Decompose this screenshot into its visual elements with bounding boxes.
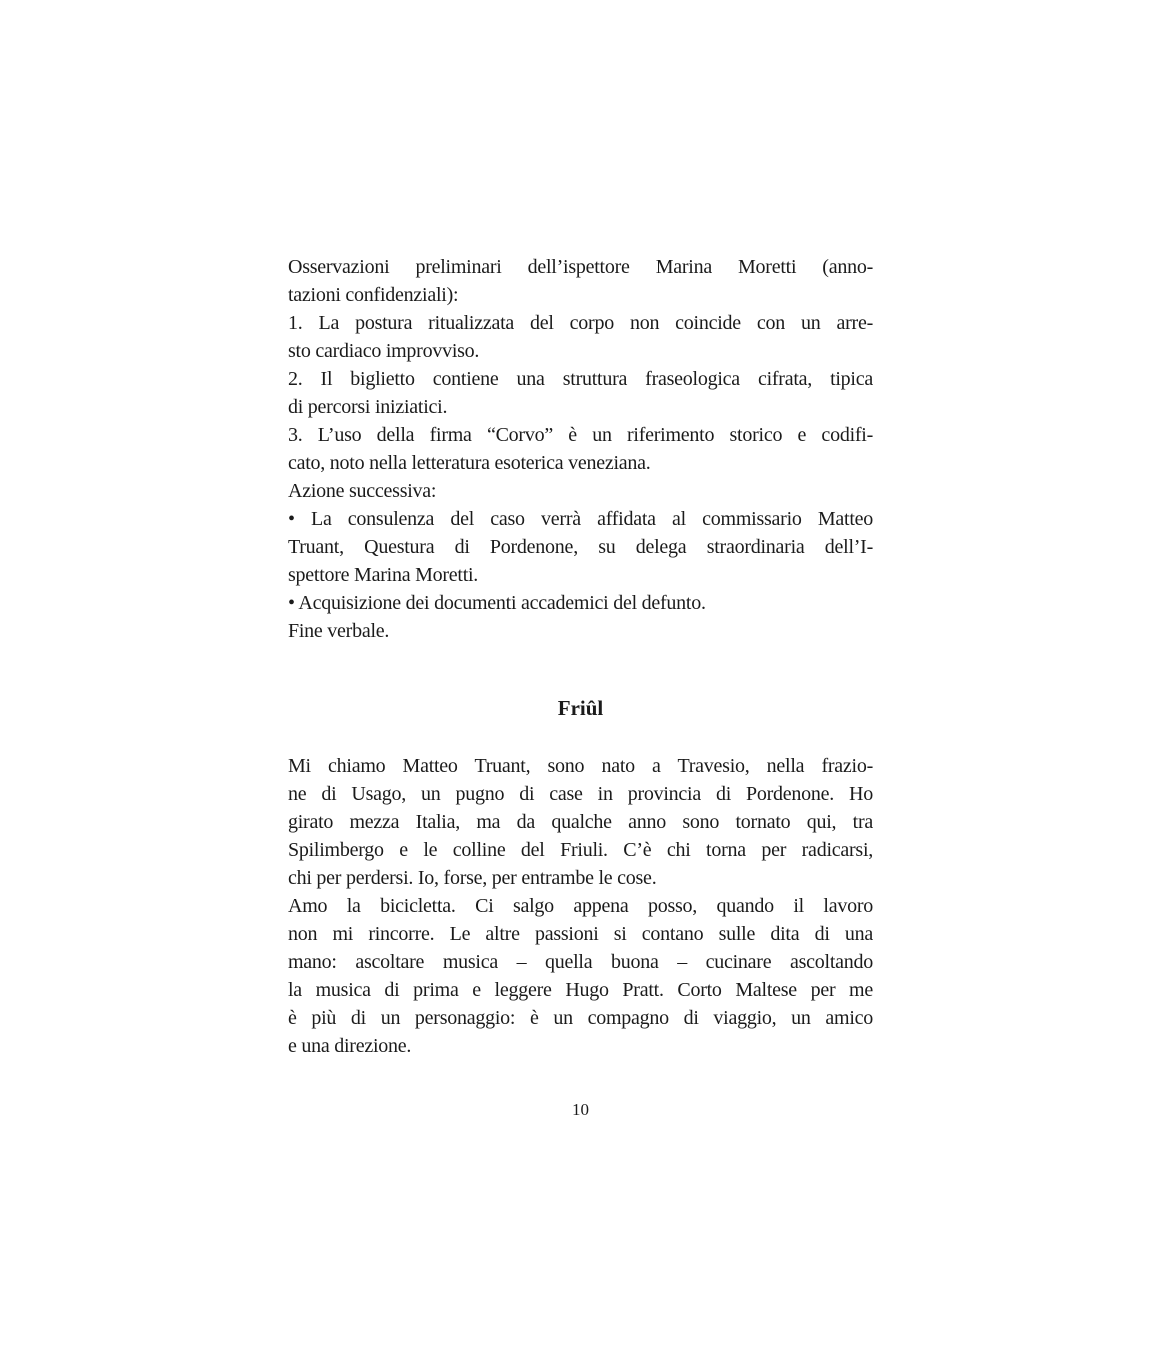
text-line: spettore Marina Moretti. bbox=[288, 564, 479, 586]
verbale-text-block bbox=[288, 253, 873, 645]
chapter-heading: Friûl bbox=[557, 696, 604, 720]
text-line: ne di Usago, un pugno di case in provincia di Pordenone. Ho bbox=[288, 783, 873, 805]
text-line: 1. La postura ritualizzata del corpo non coincide con un arre- bbox=[288, 312, 873, 334]
text-line: tazioni confidenziali): bbox=[288, 284, 459, 306]
page-number: 10 bbox=[572, 1100, 589, 1119]
text-line: Amo la bicicletta. Ci salgo appena posso, quando il lavoro bbox=[288, 895, 873, 917]
text-line: 3. L’uso della firma “Corvo” è un riferimento storico e codifi- bbox=[288, 424, 873, 446]
text-line: chi per perdersi. Io, forse, per entrambe le cose. bbox=[288, 867, 657, 889]
text-line: girato mezza Italia, ma da qualche anno sono tornato qui, tra bbox=[288, 811, 873, 833]
text-line: Azione successiva: bbox=[288, 480, 437, 502]
text-line: sto cardiaco improvviso. bbox=[288, 340, 480, 362]
text-line: Osservazioni preliminari dell’ispettore Marina Moretti (anno- bbox=[288, 256, 873, 278]
text-line: non mi rincorre. Le altre passioni si contano sulle dita di una bbox=[288, 923, 873, 945]
text-line: • Acquisizione dei documenti accademici del defunto. bbox=[288, 592, 706, 614]
narrative-text-block bbox=[288, 752, 873, 1060]
text-line: cato, noto nella letteratura esoterica veneziana. bbox=[288, 452, 651, 474]
text-line: è più di un personaggio: è un compagno di viaggio, un amico bbox=[288, 1007, 873, 1029]
text-line: • La consulenza del caso verrà affidata al commissario Matteo bbox=[288, 508, 873, 530]
text-line: Fine verbale. bbox=[288, 620, 390, 642]
text-line: di percorsi iniziatici. bbox=[288, 396, 448, 418]
text-line: e una direzione. bbox=[288, 1035, 412, 1057]
text-line: mano: ascoltare musica – quella buona – cucinare ascoltando bbox=[288, 951, 873, 973]
text-line: Truant, Questura di Pordenone, su delega straordinaria dell’I- bbox=[288, 536, 873, 558]
text-line: Spilimbergo e le colline del Friuli. C’è chi torna per radicarsi, bbox=[288, 839, 873, 861]
text-line: 2. Il biglietto contiene una struttura fraseologica cifrata, tipica bbox=[288, 368, 873, 390]
text-line: Mi chiamo Matteo Truant, sono nato a Travesio, nella frazio- bbox=[288, 755, 873, 777]
text-line: la musica di prima e leggere Hugo Pratt. Corto Maltese per me bbox=[288, 979, 873, 1001]
